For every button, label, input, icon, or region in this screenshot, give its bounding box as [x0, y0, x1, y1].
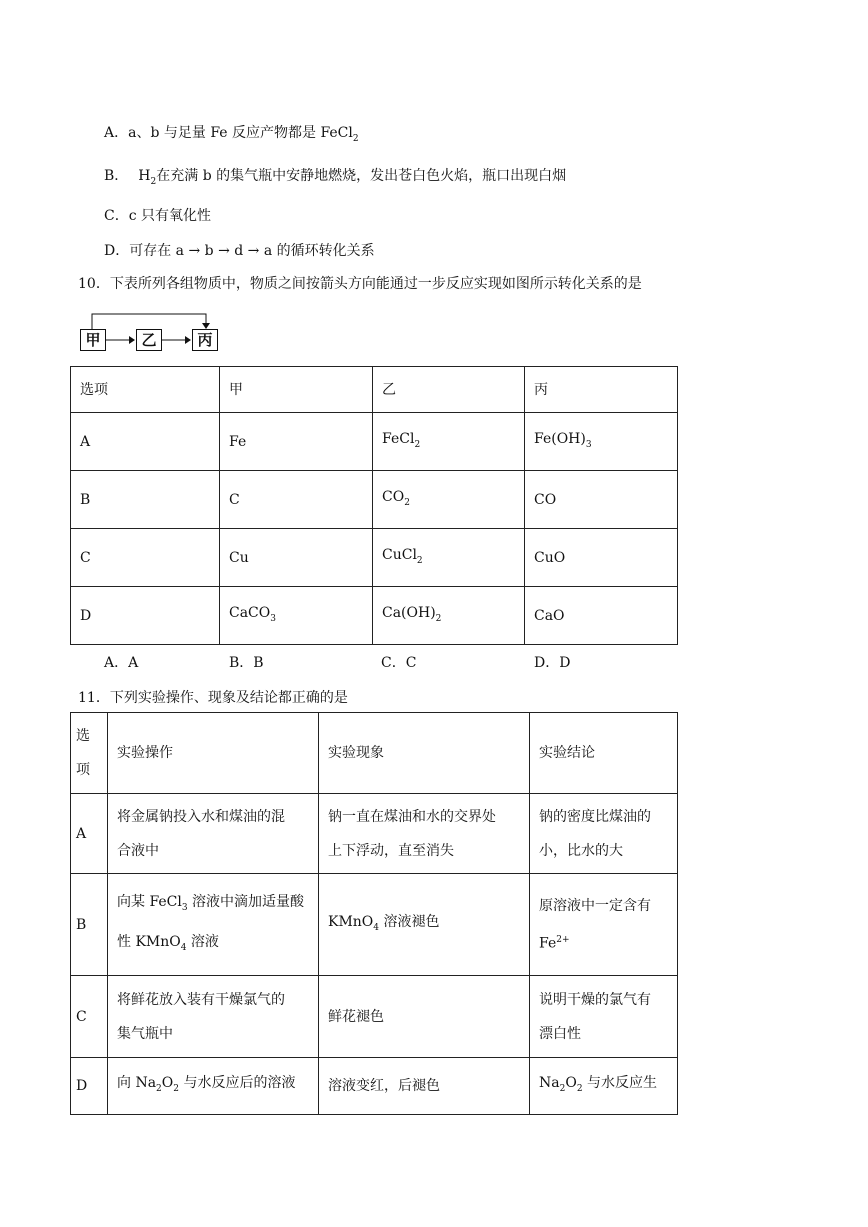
q9-option-a-text: A．a、b 与足量 Fe 反应产物都是 FeCl — [104, 125, 353, 141]
row-option: A — [71, 794, 108, 874]
row-operation-sub2: 2 — [173, 1083, 179, 1094]
q11-header-conclusion: 实验结论 — [530, 713, 678, 794]
row-jia: Cu — [220, 529, 373, 587]
table-row — [71, 1058, 678, 1115]
row-conclusion — [530, 976, 678, 1058]
row-conclusion — [530, 874, 678, 976]
row-conclusion-rest: 与水反应生 — [582, 1075, 658, 1092]
row-yi — [373, 471, 525, 529]
q11-header-option-1: 选 — [76, 728, 90, 744]
q10-header-option: 选项 — [71, 367, 220, 413]
row-yi-sub: 2 — [435, 613, 442, 624]
q10-table — [70, 366, 678, 645]
row-operation-line2 — [117, 925, 309, 965]
q11-table — [70, 712, 678, 1115]
row-conclusion-line2: 漂白性 — [539, 1025, 581, 1042]
table-row — [71, 587, 678, 645]
row-conclusion-line1: 说明干燥的氯气有 — [539, 991, 651, 1008]
row-conclusion-o: O — [565, 1075, 577, 1092]
row-operation — [108, 794, 319, 874]
q10-answer-c: C．C — [381, 655, 417, 671]
row-conclusion — [530, 794, 678, 874]
diagram-box-yi: 乙 — [136, 329, 162, 351]
row-option: D — [71, 1058, 108, 1115]
row-conclusion-line2 — [539, 923, 668, 961]
row-operation-line2-rest: 溶液 — [186, 933, 219, 950]
row-conclusion — [530, 1058, 678, 1115]
row-bing-formula: Fe(OH) — [534, 430, 586, 447]
table-row — [71, 471, 678, 529]
row-bing-sub: 3 — [585, 439, 592, 450]
q10-header-yi: 乙 — [373, 367, 525, 413]
row-phenomenon-text: KMnO — [328, 913, 374, 930]
row-option: A — [71, 413, 220, 471]
row-yi-formula: CuCl — [382, 546, 417, 563]
row-option: B — [71, 874, 108, 976]
q11-title: 11．下列实验操作、现象及结论都正确的是 — [78, 690, 348, 706]
row-operation-line1-rest: 溶液中滴加适量酸 — [187, 893, 305, 910]
q11-header-phenomenon: 实验现象 — [319, 713, 530, 794]
row-jia: C — [220, 471, 373, 529]
row-phenomenon-line1: 钠一直在煤油和水的交界处 — [328, 808, 496, 825]
row-operation-line2: 集气瓶中 — [117, 1025, 173, 1042]
diagram-box-jia: 甲 — [80, 329, 106, 351]
table-row — [71, 794, 678, 874]
row-yi — [373, 413, 525, 471]
row-yi — [373, 587, 525, 645]
q11-header-operation: 实验操作 — [108, 713, 319, 794]
row-operation — [108, 976, 319, 1058]
row-operation-line1-text: 向某 FeCl — [117, 893, 182, 910]
row-jia-sub: 3 — [270, 613, 276, 624]
q11-header-option — [71, 713, 108, 794]
row-operation — [108, 874, 319, 976]
q10-answer-d: D．D — [534, 655, 571, 671]
row-operation-text: 向 Na — [117, 1075, 157, 1092]
row-conclusion-sub2: 2 — [576, 1083, 583, 1094]
row-conclusion-line2-sup: 2+ — [556, 934, 570, 945]
row-bing: CuO — [525, 529, 678, 587]
row-bing: CO — [525, 471, 678, 529]
row-yi-formula: Ca(OH) — [382, 604, 436, 621]
row-yi-sub: 2 — [416, 555, 423, 566]
row-phenomenon-rest: 溶液褪色 — [379, 913, 440, 930]
row-yi-formula: FeCl — [382, 430, 415, 447]
row-yi-formula: CO — [382, 488, 405, 505]
q9-option-a-sub: 2 — [352, 133, 359, 144]
row-conclusion-sub1: 2 — [559, 1083, 566, 1094]
row-jia — [220, 587, 373, 645]
row-operation-line2-text: 性 KMnO — [117, 933, 181, 950]
diagram-box-bing: 丙 — [192, 329, 218, 351]
row-phenomenon: 鲜花褪色 — [319, 976, 530, 1058]
row-phenomenon — [319, 874, 530, 976]
row-operation-sub1: 2 — [156, 1083, 162, 1094]
row-option: B — [71, 471, 220, 529]
row-phenomenon — [319, 794, 530, 874]
q10-answer-b: B．B — [229, 655, 264, 671]
q11-header-row — [71, 713, 678, 794]
q9-option-b-hsub: 2 — [150, 176, 157, 187]
q9-option-b-h: H — [138, 168, 151, 184]
row-operation-o: O — [161, 1075, 174, 1092]
q9-option-c: C．c 只有氧化性 — [104, 208, 212, 224]
row-yi-sub: 2 — [414, 439, 421, 450]
table-row — [71, 413, 678, 471]
q10-header-row — [71, 367, 678, 413]
row-option: C — [71, 529, 220, 587]
table-row — [71, 874, 678, 976]
row-phenomenon-line2: 上下浮动，直至消失 — [328, 842, 454, 859]
row-operation-rest: 与水反应后的溶液 — [179, 1075, 296, 1092]
q11-header-option-2: 项 — [76, 762, 90, 778]
row-operation — [108, 1058, 319, 1115]
row-operation-line2-sub: 4 — [180, 942, 187, 953]
row-yi-sub: 2 — [404, 497, 410, 508]
row-conclusion-line1: 钠的密度比煤油的 — [539, 808, 651, 825]
row-operation-line1 — [117, 885, 309, 925]
q10-title: 10．下表所列各组物质中，物质之间按箭头方向能通过一步反应实现如图所示转化关系的是 — [78, 276, 642, 292]
row-operation-line1-sub: 3 — [181, 902, 188, 913]
row-phenomenon-sub: 4 — [373, 922, 380, 933]
row-option: D — [71, 587, 220, 645]
q10-answer-a: A．A — [104, 655, 139, 671]
row-operation-line2: 合液中 — [117, 842, 159, 859]
row-jia-formula: CaCO — [229, 604, 271, 621]
row-conclusion-text: Na — [539, 1075, 560, 1092]
row-conclusion-line2-text: Fe — [539, 935, 557, 952]
row-conclusion-line1: 原溶液中一定含有 — [539, 897, 651, 914]
q10-header-jia: 甲 — [220, 367, 373, 413]
q9-option-b-text: 在充满 b 的集气瓶中安静地燃烧，发出苍白色火焰，瓶口出现白烟 — [156, 168, 567, 184]
row-option: C — [71, 976, 108, 1058]
q10-header-bing: 丙 — [525, 367, 678, 413]
row-operation-line1: 将金属钠投入水和煤油的混 — [117, 808, 285, 825]
row-operation-line1: 将鲜花放入装有干燥氯气的 — [117, 991, 285, 1008]
table-row — [71, 529, 678, 587]
row-jia: Fe — [220, 413, 373, 471]
row-bing — [525, 413, 678, 471]
q9-option-b — [104, 165, 566, 187]
row-conclusion-line2: 小，比水的大 — [539, 842, 623, 859]
row-yi — [373, 529, 525, 587]
q9-option-a — [104, 122, 359, 144]
q9-option-b-label: B． — [104, 168, 129, 184]
q9-option-d: D．可存在 a → b → d → a 的循环转化关系 — [104, 243, 375, 259]
row-phenomenon: 溶液变红，后褪色 — [319, 1058, 530, 1115]
row-bing: CaO — [525, 587, 678, 645]
table-row — [71, 976, 678, 1058]
